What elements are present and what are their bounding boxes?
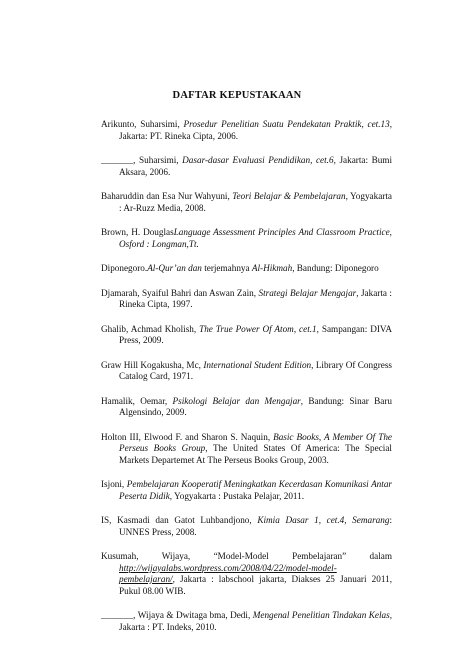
ref-text: , Bandung: Sinar Baru Algensindo, 2009. xyxy=(119,395,393,417)
ref-text: _______, Wijaya & Dwitaga bma, Dedi, xyxy=(101,610,253,620)
ref-text: IS, Kasmadi dan Gatot Luhbandjono, xyxy=(101,515,258,525)
ref-text: Djamarah, Syaiful Bahri dan Aswan Zain, xyxy=(101,287,259,298)
ref-text: , Jakarta: PT. Rineka Cipta, 2006. xyxy=(119,119,392,141)
ref-text: Ghalib, Achmad Kholish, xyxy=(101,323,200,334)
reference-entry xyxy=(101,551,392,597)
reference-link[interactable]: http://wijayalabs.wordpress.com/2008/04/22/model-model-pembelajaran/ xyxy=(119,562,337,584)
reference-entry xyxy=(101,324,392,347)
ref-title: Al-Qur’an dan xyxy=(147,263,202,273)
reference-entry xyxy=(101,227,392,250)
ref-title: Pembelajaran Kooperatif Meningkatkan Kecerdasan Komunikasi Antar Peserta Didik xyxy=(119,479,392,501)
ref-text: , Library Of Congress Catalog Card, 1971. xyxy=(119,359,392,381)
ref-text: , Jakarta : labschool jakarta, Diakses 25 Januari 2011, Pukul 08.00 WIB. xyxy=(119,574,392,596)
ref-text: , Jakarta : Rineka Cipta, 1997. xyxy=(119,287,392,309)
bibliography-list xyxy=(101,119,392,646)
ref-text: Sampangan: DIVA Press, 2009. xyxy=(119,323,392,345)
ref-text: Hamalik, Oemar, xyxy=(101,395,173,406)
reference-entry xyxy=(101,479,392,502)
reference-entry xyxy=(101,396,392,419)
ref-text: _______, Suharsimi, xyxy=(101,155,183,165)
ref-text: , Yogyakarta : Pustaka Pelajar, 2011. xyxy=(169,490,305,501)
ref-title: Prosedur Penelitian Suatu Pendekatan Praktik, cet.13 xyxy=(183,119,390,129)
ref-title: Strategi Belajar Mengajar xyxy=(258,287,357,298)
ref-title: Psikologi Belajar dan Mengajar xyxy=(172,395,301,406)
ref-title: Teori Belajar & Pembelajaran xyxy=(232,191,346,201)
ref-text: Bandung: Diponegoro xyxy=(294,263,379,273)
page-title: DAFTAR KEPUSTAKAAN xyxy=(172,90,302,101)
ref-title: The True Power Of Atom, cet.1, xyxy=(199,323,319,334)
ref-text: Diponegoro. xyxy=(101,263,148,273)
ref-text: Graw Hill Kogakusha, Mc, xyxy=(101,359,204,370)
ref-title: Language Assessment Principles And Classroom Practice, Osford : Longman,Tt. xyxy=(119,227,392,249)
reference-entry xyxy=(101,432,392,467)
ref-text: Isjoni, xyxy=(101,479,127,489)
ref-text: Kusumah, Wijaya, “Model-Model Pembelajaran” dalam xyxy=(101,551,392,561)
reference-entry xyxy=(101,515,392,538)
ref-text: Jakarta : PT. Indeks, 2010. xyxy=(119,621,217,632)
ref-title: Dasar-dasar Evaluasi Pendidikan, cet.6, xyxy=(182,155,336,165)
ref-text: : UNNES Press, 2008. xyxy=(119,515,393,537)
ref-text: Holton III, Elwood F. and Sharon S. Naquin, xyxy=(101,431,274,442)
ref-text: Arikunto, Suharsimi, xyxy=(101,119,184,129)
ref-title: Al-Hikmah, xyxy=(251,263,295,273)
reference-entry xyxy=(101,191,392,214)
ref-text: Baharuddin dan Esa Nur Wahyuni, xyxy=(101,191,233,201)
reference-entry xyxy=(101,610,392,633)
ref-text: Jakarta: Bumi Aksara, 2006. xyxy=(119,155,393,177)
ref-title: Basic Books, A Member Of The Perseus Books Group xyxy=(119,431,392,453)
ref-title: Kimia Dasar 1, cet.4, Semarang xyxy=(257,515,390,525)
ref-title: International Student Edition xyxy=(203,359,312,370)
ref-title: Mengenal Penelitian Tindakan Kelas, xyxy=(252,610,392,620)
reference-entry xyxy=(101,288,392,311)
reference-entry xyxy=(101,360,392,383)
ref-text: , Yogyakarta : Ar-Ruzz Media, 2008. xyxy=(119,191,392,213)
reference-entry xyxy=(101,263,392,275)
ref-text: , The United States Of America: The Special Markets Departemet At The Perseus Books Group, 2003. xyxy=(119,443,392,465)
reference-entry xyxy=(101,155,392,178)
reference-entry xyxy=(101,119,392,142)
ref-text: terjemahnya xyxy=(201,263,252,273)
ref-text: Brown, H. Douglas xyxy=(101,227,174,237)
